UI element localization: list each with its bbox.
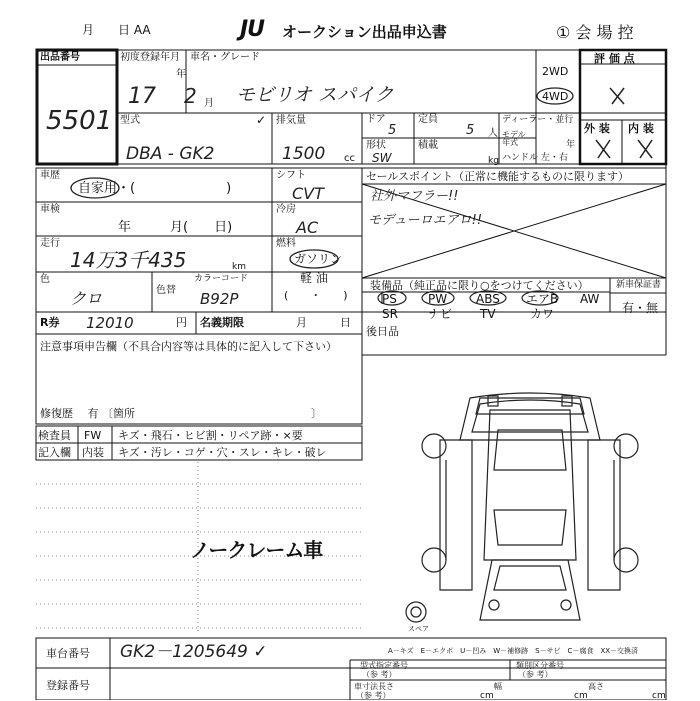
repair-history: 修復歴 有 〔箇所 〕 <box>40 407 322 420</box>
reg-year: 17 <box>128 84 156 109</box>
reg-number-label: 登録番号 <box>46 679 90 692</box>
recycle-label: R券 <box>40 316 60 329</box>
equip-abs: ABS <box>476 292 500 306</box>
doors-label: ドア <box>366 114 386 125</box>
fuel-label: 燃料 <box>276 238 296 249</box>
registration-label: 初度登録年月 <box>120 52 180 63</box>
car-diagram <box>406 393 638 622</box>
year-unit: 年 <box>176 69 186 80</box>
mileage-unit: km <box>232 262 246 272</box>
equip-aw: AW <box>580 292 600 306</box>
rear-seat-label: 後日品 <box>366 325 399 338</box>
car-name-label: 車名・グレード <box>190 52 260 63</box>
warranty-label: 新車保証書 <box>616 280 662 290</box>
height-label: 高さ <box>588 682 604 691</box>
length-unit: cm <box>480 691 494 701</box>
month-unit: 月 <box>204 98 214 109</box>
notes-label: 注意事項申告欄（不具合内容等は具体的に記入して下さい） <box>40 340 337 353</box>
history-label: 車歴 <box>40 170 60 181</box>
ju-logo: JU <box>240 17 265 42</box>
inspection-label: 車検 <box>40 204 60 215</box>
damage-legend: A－キズ E－エクボ U－凹み W－補修跡 S－サビ C－腐食 XX－交換済 <box>388 647 639 655</box>
lot-number: 5501 <box>46 106 113 136</box>
load-label: 積載 <box>418 140 438 151</box>
sales-point-line1: 社外マフラー!! <box>370 189 459 204</box>
shift-label: シフト <box>276 170 306 181</box>
date-fields: 月 日 AA <box>82 23 151 37</box>
registration-limit-label: 名義期限 <box>200 316 244 329</box>
equip-ps: PS <box>382 292 397 306</box>
fw-label: FW <box>84 429 102 442</box>
chassis-label: 車台番号 <box>46 647 90 660</box>
evaluation-label: 評 価 点 <box>594 52 635 65</box>
model-value: DBA - GK2 <box>126 144 215 164</box>
mileage-label: 走行 <box>40 238 60 249</box>
fw-items: キズ・飛石・ヒビ割・リペア跡・×要 <box>118 429 303 442</box>
equipment-label: 装備品（純正品に限り○をつけてください） <box>370 279 589 292</box>
drive-4wd: 4WD <box>542 90 569 103</box>
color-value: クロ <box>70 289 103 308</box>
fuel-paren: ( ・ ) <box>284 289 348 302</box>
chassis-value: GK2－1205649 ✓ <box>120 642 268 662</box>
equip-pw: PW <box>428 292 448 306</box>
color-label: 色 <box>40 274 50 285</box>
length-label: 車寸法長さ <box>354 682 394 691</box>
displacement-label: 排気量 <box>276 115 306 126</box>
exterior-label: 外 装 <box>584 122 610 135</box>
copy-label: ① 会 場 控 <box>556 23 634 42</box>
equip-tv: TV <box>480 307 496 321</box>
equip-leather: カワ <box>530 307 555 321</box>
no-claim-stamp: ノークレーム車 <box>190 538 323 562</box>
warranty-value: 有・無 <box>622 301 659 315</box>
shape-label: 形状 <box>366 140 386 151</box>
dealer-label: ディーラー・並行 <box>502 115 574 125</box>
sales-point-line2: モデューロエアロ!! <box>368 213 483 228</box>
displacement-unit: cc <box>344 153 355 164</box>
height-unit: cm <box>652 691 666 701</box>
equip-navi: ナビ <box>428 307 453 321</box>
colorcode-label: カラーコード <box>194 274 249 284</box>
type-number-sub: （参 考） <box>362 670 397 679</box>
drive-2wd: 2WD <box>542 65 569 78</box>
interior-row-label: 内装 <box>82 446 104 459</box>
reg-month: 2 <box>184 84 197 108</box>
capacity-label: 定員 <box>418 114 438 125</box>
width-unit: cm <box>574 691 588 701</box>
interior-label: 内 装 <box>628 122 654 135</box>
form-title: オークション出品申込書 <box>282 23 447 41</box>
width-label: 幅 <box>494 682 502 691</box>
fuel-gasoline: ガソリン <box>294 252 343 266</box>
recycle-unit: 円 <box>176 316 187 329</box>
entry-label: 記入欄 <box>38 446 71 459</box>
length-sub: （参 考） <box>356 691 391 700</box>
shift-value: CVT <box>292 184 324 203</box>
equip-airbag: エアB <box>526 292 559 306</box>
sales-point-label: セールスポイント（正常に機能するものに限ります） <box>366 170 630 183</box>
colorcode-value: B92P <box>200 290 239 308</box>
history-value: 自家用・( ) <box>78 181 232 196</box>
class-number-label: 類別区分番号 <box>516 661 564 670</box>
shape-value: SW <box>372 151 392 165</box>
registration-limit-value: 月 日 <box>296 316 351 329</box>
interior-items: キズ・汚レ・コゲ・穴・スレ・キレ・破レ <box>118 446 327 459</box>
load-unit: kg <box>488 156 499 166</box>
aircon-value: AC <box>296 218 319 237</box>
inspection-value: 年 月( 日) <box>118 220 233 235</box>
model-label: 型式 <box>120 115 140 126</box>
recycle-value: 12010 <box>86 314 134 332</box>
capacity-unit: 人 <box>488 128 498 139</box>
class-number-sub: （参 考） <box>518 670 553 679</box>
inspector-label: 検査員 <box>38 429 71 442</box>
spare-label: スペア <box>408 625 429 633</box>
capacity-value: 5 <box>466 123 475 138</box>
fuel-diesel: 軽 油 <box>300 271 328 285</box>
mileage-value: 14万3千435 <box>70 248 187 272</box>
lot-label: 出品番号 <box>40 52 80 63</box>
car-name-value: モビリオ スパイク <box>236 84 394 106</box>
doors-value: 5 <box>388 123 397 138</box>
aircon-label: 冷房 <box>276 204 296 215</box>
displacement-value: 1500 <box>282 144 326 164</box>
model-check: ✓ <box>256 113 267 127</box>
handle-label: ハンドル 左・右 <box>502 153 568 163</box>
equip-sr: SR <box>382 307 398 321</box>
type-number-label: 型式指定番号 <box>360 661 408 670</box>
model-year-label: モデル年式 <box>502 130 526 147</box>
color-change-label: 色替 <box>156 285 176 296</box>
model-year-unit: 年 <box>566 140 576 150</box>
